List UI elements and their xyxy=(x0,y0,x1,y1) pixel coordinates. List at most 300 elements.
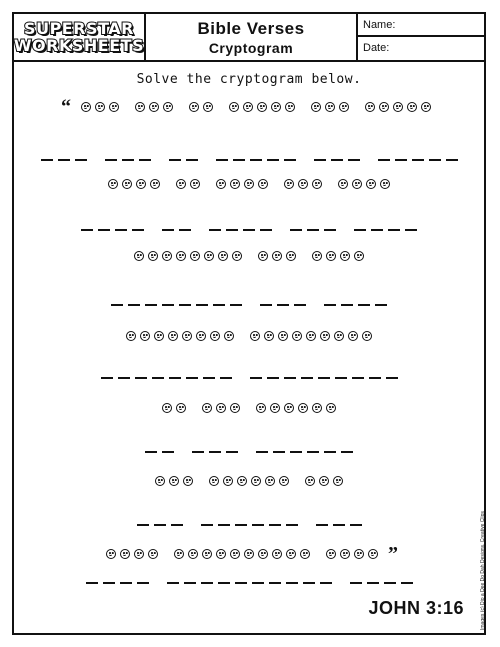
smiley-symbol-icon xyxy=(182,331,192,341)
answer-blank[interactable] xyxy=(369,377,381,379)
answer-blank[interactable] xyxy=(260,229,272,231)
answer-blank[interactable] xyxy=(58,159,70,161)
answer-blank[interactable] xyxy=(75,159,87,161)
answer-blank[interactable] xyxy=(218,582,230,584)
title-box xyxy=(146,14,358,60)
smiley-symbol-icon xyxy=(126,331,136,341)
smiley-symbol-icon xyxy=(326,251,336,261)
answer-blank[interactable] xyxy=(269,524,281,526)
smiley-symbol-icon xyxy=(188,549,198,559)
answer-blank[interactable] xyxy=(192,451,204,453)
smiley-symbol-icon xyxy=(339,102,349,112)
symbol-row xyxy=(14,403,484,413)
answer-blank[interactable] xyxy=(226,451,238,453)
answer-blank[interactable] xyxy=(186,377,198,379)
cipher-word xyxy=(229,102,295,112)
cipher-word xyxy=(216,179,268,189)
answer-row xyxy=(14,524,484,526)
smiley-symbol-icon xyxy=(134,549,144,559)
smiley-symbol-icon xyxy=(229,102,239,112)
cipher-word xyxy=(202,403,240,413)
answer-blank[interactable] xyxy=(216,159,228,161)
answer-blank[interactable] xyxy=(412,159,424,161)
smiley-symbol-icon xyxy=(140,331,150,341)
smiley-symbol-icon xyxy=(135,102,145,112)
smiley-symbol-icon xyxy=(155,476,165,486)
cipher-word xyxy=(81,102,119,112)
close-quote: ” xyxy=(388,543,398,565)
answer-blank[interactable] xyxy=(250,159,262,161)
smiley-symbol-icon xyxy=(209,476,219,486)
instruction-text: Solve the cryptogram below. xyxy=(136,72,362,87)
answer-blank[interactable] xyxy=(209,229,221,231)
name-field[interactable] xyxy=(358,14,484,37)
answer-blank[interactable] xyxy=(179,304,191,306)
verse-reference: JOHN 3:16 xyxy=(368,598,464,618)
smiley-symbol-icon xyxy=(365,102,375,112)
answer-blank[interactable] xyxy=(101,377,113,379)
answer-blank[interactable] xyxy=(167,582,179,584)
cipher-word xyxy=(338,179,390,189)
smiley-symbol-icon xyxy=(278,331,288,341)
answer-blank[interactable] xyxy=(348,159,360,161)
answer-blank[interactable] xyxy=(284,377,296,379)
date-field[interactable] xyxy=(358,37,484,60)
cipher-word xyxy=(326,549,378,559)
answer-word xyxy=(250,377,398,379)
answer-blank[interactable] xyxy=(277,304,289,306)
smiley-symbol-icon xyxy=(272,251,282,261)
answer-blank[interactable] xyxy=(301,377,313,379)
smiley-symbol-icon xyxy=(348,331,358,341)
answer-blank[interactable] xyxy=(375,304,387,306)
answer-blank[interactable] xyxy=(135,377,147,379)
smiley-symbol-icon xyxy=(320,331,330,341)
answer-blank[interactable] xyxy=(307,451,319,453)
smiley-symbol-icon xyxy=(272,549,282,559)
answer-blank[interactable] xyxy=(162,304,174,306)
cipher-word xyxy=(256,403,336,413)
smiley-symbol-icon xyxy=(176,179,186,189)
answer-blank[interactable] xyxy=(367,582,379,584)
answer-blank[interactable] xyxy=(226,229,238,231)
answer-blank[interactable] xyxy=(388,229,400,231)
smiley-symbol-icon xyxy=(149,102,159,112)
smiley-symbol-icon xyxy=(264,331,274,341)
smiley-symbol-icon xyxy=(232,251,242,261)
answer-blank[interactable] xyxy=(128,304,140,306)
smiley-symbol-icon xyxy=(334,331,344,341)
smiley-symbol-icon xyxy=(168,331,178,341)
smiley-symbol-icon xyxy=(109,102,119,112)
answer-blank[interactable] xyxy=(196,304,208,306)
answer-word xyxy=(216,159,296,161)
smiley-symbol-icon xyxy=(298,403,308,413)
answer-blank[interactable] xyxy=(260,304,272,306)
answer-row xyxy=(14,304,484,306)
smiley-symbol-icon xyxy=(311,102,321,112)
smiley-symbol-icon xyxy=(265,476,275,486)
smiley-symbol-icon xyxy=(196,331,206,341)
answer-blank[interactable] xyxy=(286,524,298,526)
smiley-symbol-icon xyxy=(163,102,173,112)
answer-blank[interactable] xyxy=(352,377,364,379)
answer-blank[interactable] xyxy=(186,159,198,161)
answer-blank[interactable] xyxy=(378,159,390,161)
smiley-symbol-icon xyxy=(224,331,234,341)
answer-blank[interactable] xyxy=(294,304,306,306)
cipher-word xyxy=(162,403,186,413)
answer-blank[interactable] xyxy=(111,304,123,306)
answer-blank[interactable] xyxy=(324,229,336,231)
answer-word xyxy=(86,582,149,584)
smiley-symbol-icon xyxy=(354,251,364,261)
smiley-symbol-icon xyxy=(120,549,130,559)
symbol-row xyxy=(14,331,484,341)
answer-blank[interactable] xyxy=(103,582,115,584)
answer-blank[interactable] xyxy=(267,377,279,379)
smiley-symbol-icon xyxy=(325,102,335,112)
smiley-symbol-icon xyxy=(169,476,179,486)
answer-word xyxy=(209,229,272,231)
answer-row xyxy=(14,229,484,231)
answer-row xyxy=(14,377,484,379)
answer-blank[interactable] xyxy=(118,377,130,379)
smiley-symbol-icon xyxy=(257,102,267,112)
answer-word xyxy=(201,524,298,526)
smiley-symbol-icon xyxy=(204,251,214,261)
answer-word xyxy=(111,304,242,306)
answer-blank[interactable] xyxy=(169,377,181,379)
cipher-word xyxy=(250,331,372,341)
smiley-symbol-icon xyxy=(285,102,295,112)
answer-word xyxy=(378,159,458,161)
answer-blank[interactable] xyxy=(286,582,298,584)
answer-blank[interactable] xyxy=(171,524,183,526)
answer-blank[interactable] xyxy=(358,304,370,306)
answer-blank[interactable] xyxy=(324,304,336,306)
answer-blank[interactable] xyxy=(307,229,319,231)
answer-blank[interactable] xyxy=(115,229,127,231)
answer-word xyxy=(145,451,174,453)
cipher-word xyxy=(155,476,193,486)
answer-blank[interactable] xyxy=(41,159,53,161)
cipher-word xyxy=(126,331,234,341)
answer-blank[interactable] xyxy=(98,229,110,231)
answer-row xyxy=(14,159,484,161)
answer-blank[interactable] xyxy=(250,377,262,379)
smiley-symbol-icon xyxy=(393,102,403,112)
answer-blank[interactable] xyxy=(243,229,255,231)
smiley-symbol-icon xyxy=(243,102,253,112)
answer-blank[interactable] xyxy=(220,377,232,379)
answer-word xyxy=(169,159,198,161)
cipher-word xyxy=(209,476,289,486)
answer-blank[interactable] xyxy=(203,377,215,379)
smiley-symbol-icon xyxy=(216,549,226,559)
smiley-symbol-icon xyxy=(122,179,132,189)
smiley-symbol-icon xyxy=(305,476,315,486)
smiley-symbol-icon xyxy=(210,331,220,341)
smiley-symbol-icon xyxy=(338,179,348,189)
smiley-symbol-icon xyxy=(134,251,144,261)
smiley-symbol-icon xyxy=(176,403,186,413)
cipher-word xyxy=(106,549,158,559)
answer-word xyxy=(314,159,360,161)
symbol-row xyxy=(14,96,484,118)
smiley-symbol-icon xyxy=(202,549,212,559)
open-quote: “ xyxy=(61,96,71,118)
smiley-symbol-icon xyxy=(230,549,240,559)
smiley-symbol-icon xyxy=(244,549,254,559)
smiley-symbol-icon xyxy=(286,549,296,559)
smiley-symbol-icon xyxy=(176,251,186,261)
cipher-word xyxy=(258,251,296,261)
smiley-symbol-icon xyxy=(368,549,378,559)
smiley-symbol-icon xyxy=(218,251,228,261)
answer-word xyxy=(192,451,238,453)
answer-blank[interactable] xyxy=(331,159,343,161)
answer-blank[interactable] xyxy=(290,451,302,453)
logo-line2: WORKSHEETS xyxy=(13,36,145,55)
answer-blank[interactable] xyxy=(333,524,345,526)
smiley-symbol-icon xyxy=(326,549,336,559)
smiley-symbol-icon xyxy=(312,251,322,261)
smiley-symbol-icon xyxy=(244,179,254,189)
symbol-row xyxy=(14,179,484,189)
answer-blank[interactable] xyxy=(267,159,279,161)
smiley-symbol-icon xyxy=(258,179,268,189)
smiley-symbol-icon xyxy=(270,403,280,413)
answer-blank[interactable] xyxy=(350,524,362,526)
answer-blank[interactable] xyxy=(341,304,353,306)
smiley-symbol-icon xyxy=(284,179,294,189)
smiley-symbol-icon xyxy=(106,549,116,559)
smiley-symbol-icon xyxy=(154,331,164,341)
smiley-symbol-icon xyxy=(108,179,118,189)
cipher-word xyxy=(135,102,173,112)
smiley-symbol-icon xyxy=(366,179,376,189)
smiley-symbol-icon xyxy=(148,549,158,559)
smiley-symbol-icon xyxy=(300,549,310,559)
answer-blank[interactable] xyxy=(209,451,221,453)
answer-word xyxy=(316,524,362,526)
smiley-symbol-icon xyxy=(340,251,350,261)
date-label: Date: xyxy=(363,42,390,54)
worksheet-frame xyxy=(12,12,486,635)
answer-blank[interactable] xyxy=(314,159,326,161)
answer-blank[interactable] xyxy=(269,582,281,584)
smiley-symbol-icon xyxy=(379,102,389,112)
answer-blank[interactable] xyxy=(446,159,458,161)
answer-blank[interactable] xyxy=(316,524,328,526)
smiley-symbol-icon xyxy=(319,476,329,486)
name-label: Name: xyxy=(363,19,396,31)
smiley-symbol-icon xyxy=(202,403,212,413)
cipher-word xyxy=(305,476,343,486)
answer-blank[interactable] xyxy=(169,159,181,161)
smiley-symbol-icon xyxy=(284,403,294,413)
answer-blank[interactable] xyxy=(139,159,151,161)
answer-blank[interactable] xyxy=(137,582,149,584)
cipher-word xyxy=(174,549,310,559)
answer-blank[interactable] xyxy=(335,377,347,379)
answer-blank[interactable] xyxy=(235,582,247,584)
page-subtitle: Cryptogram xyxy=(208,40,294,56)
smiley-symbol-icon xyxy=(286,251,296,261)
answer-blank[interactable] xyxy=(401,582,413,584)
answer-blank[interactable] xyxy=(341,451,353,453)
answer-blank[interactable] xyxy=(256,451,268,453)
smiley-symbol-icon xyxy=(326,403,336,413)
answer-blank[interactable] xyxy=(120,582,132,584)
answer-blank[interactable] xyxy=(105,159,117,161)
smiley-symbol-icon xyxy=(250,331,260,341)
answer-blank[interactable] xyxy=(162,229,174,231)
smiley-symbol-icon xyxy=(312,403,322,413)
smiley-symbol-icon xyxy=(148,251,158,261)
cipher-word xyxy=(134,251,242,261)
smiley-symbol-icon xyxy=(237,476,247,486)
answer-blank[interactable] xyxy=(145,304,157,306)
smiley-symbol-icon xyxy=(258,549,268,559)
answer-blank[interactable] xyxy=(201,524,213,526)
smiley-symbol-icon xyxy=(279,476,289,486)
smiley-symbol-icon xyxy=(292,331,302,341)
smiley-symbol-icon xyxy=(136,179,146,189)
answer-blank[interactable] xyxy=(179,229,191,231)
answer-word xyxy=(256,451,353,453)
smiley-symbol-icon xyxy=(189,102,199,112)
smiley-symbol-icon xyxy=(312,179,322,189)
answer-word xyxy=(167,582,332,584)
smiley-symbol-icon xyxy=(298,179,308,189)
answer-word xyxy=(260,304,306,306)
answer-blank[interactable] xyxy=(184,582,196,584)
answer-blank[interactable] xyxy=(405,229,417,231)
answer-blank[interactable] xyxy=(86,582,98,584)
symbol-row xyxy=(14,251,484,261)
name-date-box xyxy=(358,14,484,60)
smiley-symbol-icon xyxy=(230,179,240,189)
cipher-word xyxy=(189,102,213,112)
answer-word xyxy=(162,229,191,231)
image-credit: Images (c) Dip a Dee Do Dah Designs, Creative Clips xyxy=(480,511,486,630)
smiley-symbol-icon xyxy=(333,476,343,486)
answer-blank[interactable] xyxy=(154,524,166,526)
logo-line1: SUPERSTAR xyxy=(24,19,134,38)
answer-blank[interactable] xyxy=(324,451,336,453)
smiley-symbol-icon xyxy=(203,102,213,112)
answer-blank[interactable] xyxy=(350,582,362,584)
smiley-symbol-icon xyxy=(95,102,105,112)
answer-blank[interactable] xyxy=(213,304,225,306)
answer-blank[interactable] xyxy=(152,377,164,379)
answer-blank[interactable] xyxy=(122,159,134,161)
answer-blank[interactable] xyxy=(318,377,330,379)
smiley-symbol-icon xyxy=(362,331,372,341)
answer-word xyxy=(101,377,232,379)
answer-blank[interactable] xyxy=(230,304,242,306)
answer-word xyxy=(324,304,387,306)
answer-blank[interactable] xyxy=(252,582,264,584)
smiley-symbol-icon xyxy=(258,251,268,261)
answer-blank[interactable] xyxy=(218,524,230,526)
smiley-symbol-icon xyxy=(174,549,184,559)
smiley-symbol-icon xyxy=(216,403,226,413)
smiley-symbol-icon xyxy=(162,251,172,261)
worksheet-header xyxy=(14,14,484,62)
smiley-symbol-icon xyxy=(340,549,350,559)
superstar-logo xyxy=(14,14,146,60)
answer-blank[interactable] xyxy=(201,582,213,584)
answer-word xyxy=(41,159,87,161)
answer-blank[interactable] xyxy=(320,582,332,584)
smiley-symbol-icon xyxy=(271,102,281,112)
smiley-symbol-icon xyxy=(183,476,193,486)
smiley-symbol-icon xyxy=(230,403,240,413)
answer-blank[interactable] xyxy=(132,229,144,231)
answer-blank[interactable] xyxy=(371,229,383,231)
answer-word xyxy=(350,582,413,584)
smiley-symbol-icon xyxy=(352,179,362,189)
page-title: Bible Verses xyxy=(197,19,305,38)
answer-word xyxy=(290,229,336,231)
answer-blank[interactable] xyxy=(386,377,398,379)
answer-blank[interactable] xyxy=(290,229,302,231)
smiley-symbol-icon xyxy=(380,179,390,189)
answer-blank[interactable] xyxy=(395,159,407,161)
smiley-symbol-icon xyxy=(256,403,266,413)
smiley-symbol-icon xyxy=(421,102,431,112)
answer-blank[interactable] xyxy=(137,524,149,526)
answer-blank[interactable] xyxy=(252,524,264,526)
cipher-word xyxy=(176,179,200,189)
smiley-symbol-icon xyxy=(251,476,261,486)
answer-blank[interactable] xyxy=(354,229,366,231)
answer-blank[interactable] xyxy=(273,451,285,453)
answer-blank[interactable] xyxy=(384,582,396,584)
smiley-symbol-icon xyxy=(190,251,200,261)
smiley-symbol-icon xyxy=(81,102,91,112)
smiley-symbol-icon xyxy=(190,179,200,189)
answer-blank[interactable] xyxy=(303,582,315,584)
symbol-row xyxy=(14,543,484,565)
smiley-symbol-icon xyxy=(216,179,226,189)
answer-blank[interactable] xyxy=(233,159,245,161)
answer-word xyxy=(105,159,151,161)
smiley-symbol-icon xyxy=(162,403,172,413)
answer-blank[interactable] xyxy=(145,451,157,453)
cipher-word xyxy=(312,251,364,261)
answer-blank[interactable] xyxy=(235,524,247,526)
smiley-symbol-icon xyxy=(354,549,364,559)
cipher-word xyxy=(284,179,322,189)
smiley-symbol-icon xyxy=(407,102,417,112)
answer-blank[interactable] xyxy=(429,159,441,161)
smiley-symbol-icon xyxy=(306,331,316,341)
smiley-symbol-icon xyxy=(223,476,233,486)
answer-word xyxy=(81,229,144,231)
cipher-word xyxy=(365,102,431,112)
answer-blank[interactable] xyxy=(284,159,296,161)
answer-blank[interactable] xyxy=(162,451,174,453)
answer-blank[interactable] xyxy=(81,229,93,231)
answer-row xyxy=(14,451,484,453)
answer-word xyxy=(137,524,183,526)
answer-row xyxy=(14,582,484,584)
smiley-symbol-icon xyxy=(150,179,160,189)
